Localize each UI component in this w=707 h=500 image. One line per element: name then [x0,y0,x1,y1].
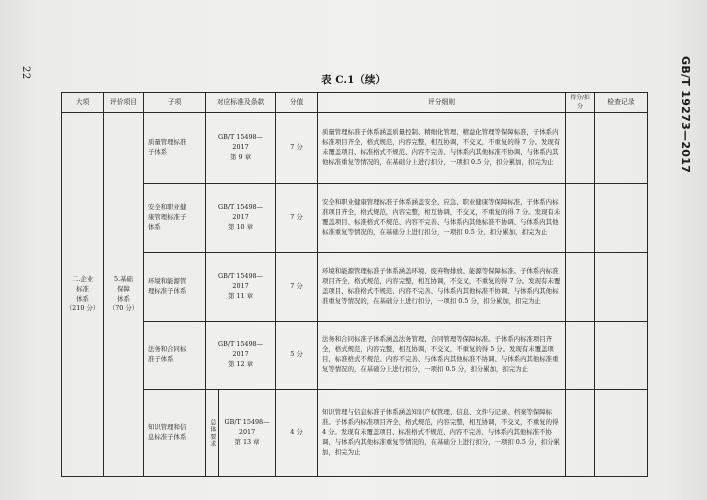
table-row [62,390,648,477]
criteria-cell: 知识管理与信息标准子体系涵盖知识产权管理、信息、文件与记录、档案等保障标准。子体系内标准项目齐全，格式规范，内容完整，相互协调，不交叉，不重复的得 4 分。发现有未覆盖项目、标准格式不规范、内容不完善、与体系内其他标准不协调、与体系内其他标准重复等情况的，在基础分上进行扣分，一项扣 0.5 分，扣分累加，扣完为止 [318,390,566,477]
subitem-cell: 质量管理标准 子体系 [144,113,206,184]
subitem-cell: 安全和职业健 康管理标准子 体系 [144,183,206,253]
score-cell: 5 分 [276,321,318,390]
score-cell: 4 分 [276,390,318,477]
subitem-cell: 环境和能源管 理标准子体系 [144,253,206,322]
criteria-cell: 环境和能源管理标准子体系涵盖环境、废弃物排放、能源等保障标准。子体系内标准项目齐全，格式规范，内容完整，相互协调，不交叉，不重复的得 7 分。发现有未覆盖项目、标准格式不规范、内容不完善、与体系内其他标准不协调、与体系内其他标准重复等情况的，在基础分上进行扣分，一项扣 0.5 分，扣分累加，扣完为止 [318,253,566,322]
criteria-cell: 质量管理标准子体系涵盖质量控制、精细化管理、精益化管理等保障标准，子体系内标准项目齐全，格式规范，内容完整，相互协调，不交叉，不重复的得 7 分。发现有未覆盖项目、标准格式不规范、内容不完善、与体系内其他标准不协调、与体系内其他标准重复等情况的，在基础分上进行扣分，一项扣 0.5 分，扣分累加，扣完为止 [318,113,566,184]
record-cell [595,390,648,477]
table-title: 表 C.1（续） [321,74,386,86]
header-standard: 对应标准及条款 [206,93,276,113]
header-criteria: 评分细则 [318,93,566,113]
deduct-cell [566,390,595,477]
eval-item-cell: 5.基础 保障 体系 （70 分） [104,113,144,477]
criteria-cell: 安全和职业健康管理标准子体系涵盖安全、应急、职业健康等保障标准，子体系内标准项目齐全，格式规范，内容完整，相互协调，不交叉，不重复的得 7 分。发现有未覆盖项目、标准格式不规范、内容不完善、与体系内其他标准不协调、与体系内其他标准重复等情况的，在基础分上进行扣分，一项扣 0.5 分，扣分累加，扣完为止 [318,183,566,253]
table-row [62,113,648,184]
major-item-cell: 二.企业 标准 体系 （210 分） [62,113,104,477]
table-header-row [62,93,648,113]
header-eval-item: 评价项目 [104,93,144,113]
table-row [62,321,648,390]
criteria-cell: 法务和合同标准子体系涵盖法务管理、合同管理等保障标准。子体系内标准项目齐全，格式规范，内容完整，相互协调，不交叉，不重复的得 5 分。发现有未覆盖项目、标准格式不规范、内容不完善、与体系内其他标准不协调、与体系内其他标准重复等情况的，在基础分上进行扣分，一项扣 0.5 分，扣分累加，扣完为止 [318,321,566,390]
record-cell [595,253,648,322]
table-row [62,253,648,322]
deduct-cell [566,183,595,253]
header-major-item: 大项 [62,93,104,113]
standard-cell: GB/T 15498— 2017 第 9 章 [206,113,276,184]
score-cell: 7 分 [276,183,318,253]
record-cell [595,113,648,184]
standard-cell: GB/T 15498— 2017 第 12 章 [206,321,276,390]
header-check-record: 检查记录 [595,93,648,113]
score-cell: 7 分 [276,253,318,322]
record-cell [595,183,648,253]
standard-cell: GB/T 15498— 2017 第 10 章 [206,183,276,253]
header-score-deduct: 得分/扣分 [566,93,595,113]
standard-cell: GB/T 15498— 2017 第 11 章 [206,253,276,322]
standard-cell: GB/T 15498— 2017 第 13 章 [219,390,276,477]
deduct-cell [566,113,595,184]
standard-number: GB/T 19273—2017 [679,56,692,174]
header-subitem: 子项 [144,93,206,113]
deduct-cell [566,321,595,390]
subitem-cell: 法务和合同标 准子体系 [144,321,206,390]
standard-prefix-cell: 总体要求 [206,390,219,477]
header-score: 分值 [276,93,318,113]
deduct-cell [566,253,595,322]
page-number: 22 [20,66,31,80]
record-cell [595,321,648,390]
table-row [62,183,648,253]
subitem-cell: 知识管理和信 息标准子体系 [144,390,206,477]
evaluation-table [61,92,648,477]
score-cell: 7 分 [276,113,318,184]
